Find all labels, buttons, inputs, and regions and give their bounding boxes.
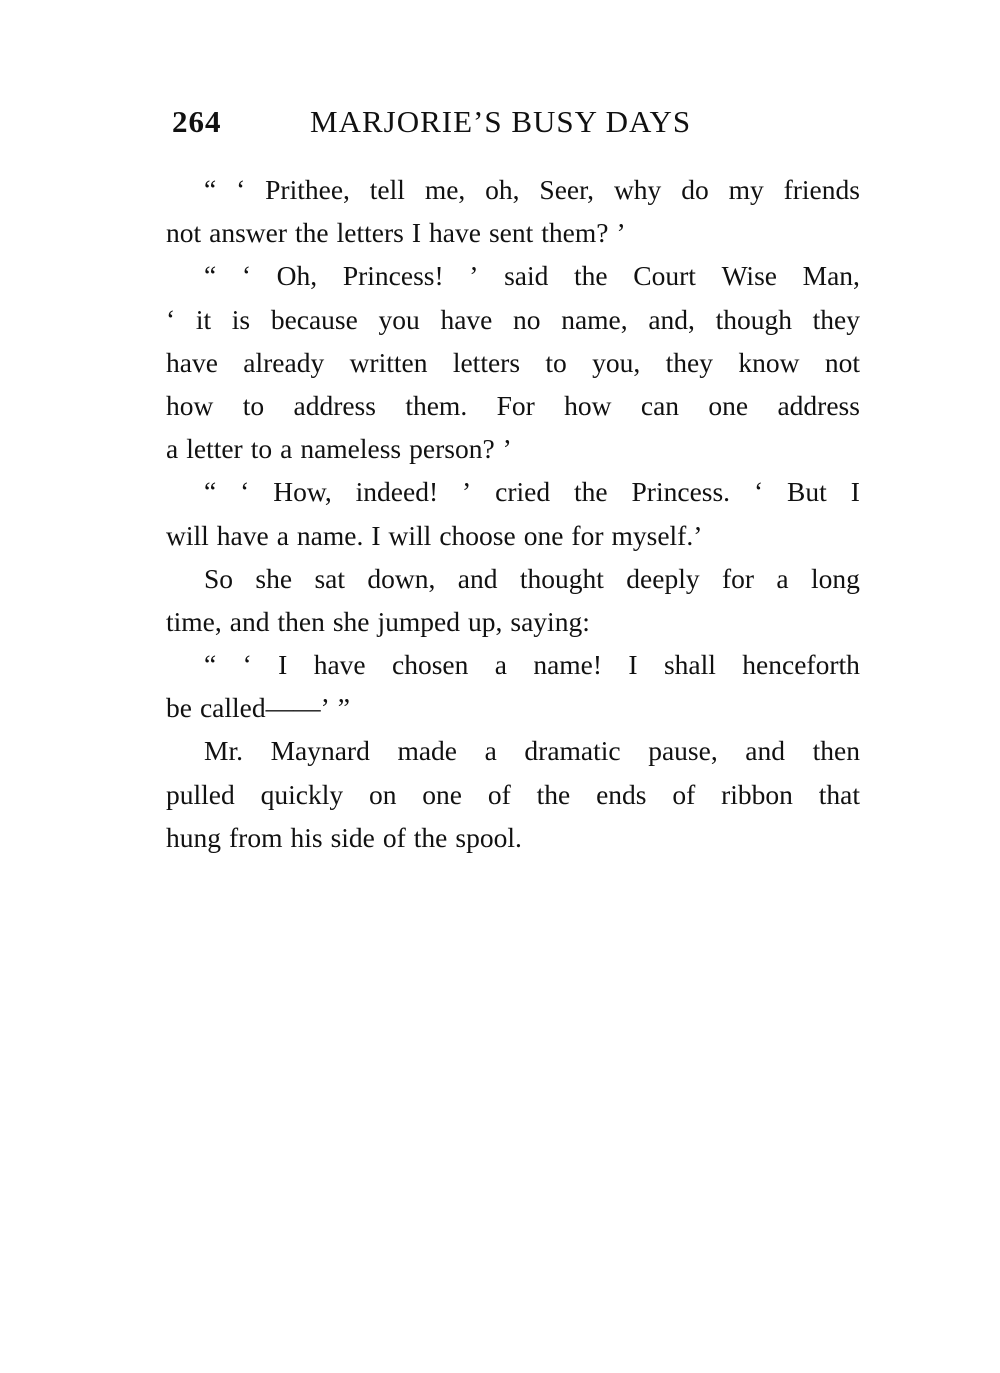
text-line: hung from his side of the spool. xyxy=(166,821,522,853)
body-text xyxy=(166,168,860,859)
text-line: be called——’ ” xyxy=(166,692,350,724)
text-line: time, and then she jumped up, saying: xyxy=(166,605,590,637)
text-line: not answer the letters I have sent them? ’ xyxy=(166,217,626,249)
running-title: MARJORIE’S BUSY DAYS xyxy=(310,104,692,139)
text-line: how to address them. For how can one address xyxy=(166,389,860,421)
text-line: Mr. Maynard made a dramatic pause, and then xyxy=(204,735,860,767)
page-number: 264 xyxy=(172,104,222,139)
text-line: pulled quickly on one of the ends of ribbon that xyxy=(166,778,860,810)
text-line: ‘ it is because you have no name, and, though they xyxy=(166,303,860,335)
text-line: So she sat down, and thought deeply for a long xyxy=(204,562,860,594)
text-line: have already written letters to you, they know not xyxy=(166,346,860,378)
text-line: “ ‘ Prithee, tell me, oh, Seer, why do my friends xyxy=(204,174,860,205)
text-line: a letter to a nameless person? ’ xyxy=(166,433,512,465)
text-line: “ ‘ I have chosen a name! I shall henceforth xyxy=(204,649,860,681)
text-line: “ ‘ How, indeed! ’ cried the Princess. ‘ But I xyxy=(204,476,860,508)
text-line: will have a name. I will choose one for myself.’ xyxy=(166,519,703,551)
page-header xyxy=(172,104,772,148)
text-line: “ ‘ Oh, Princess! ’ said the Court Wise Man, xyxy=(204,260,860,292)
